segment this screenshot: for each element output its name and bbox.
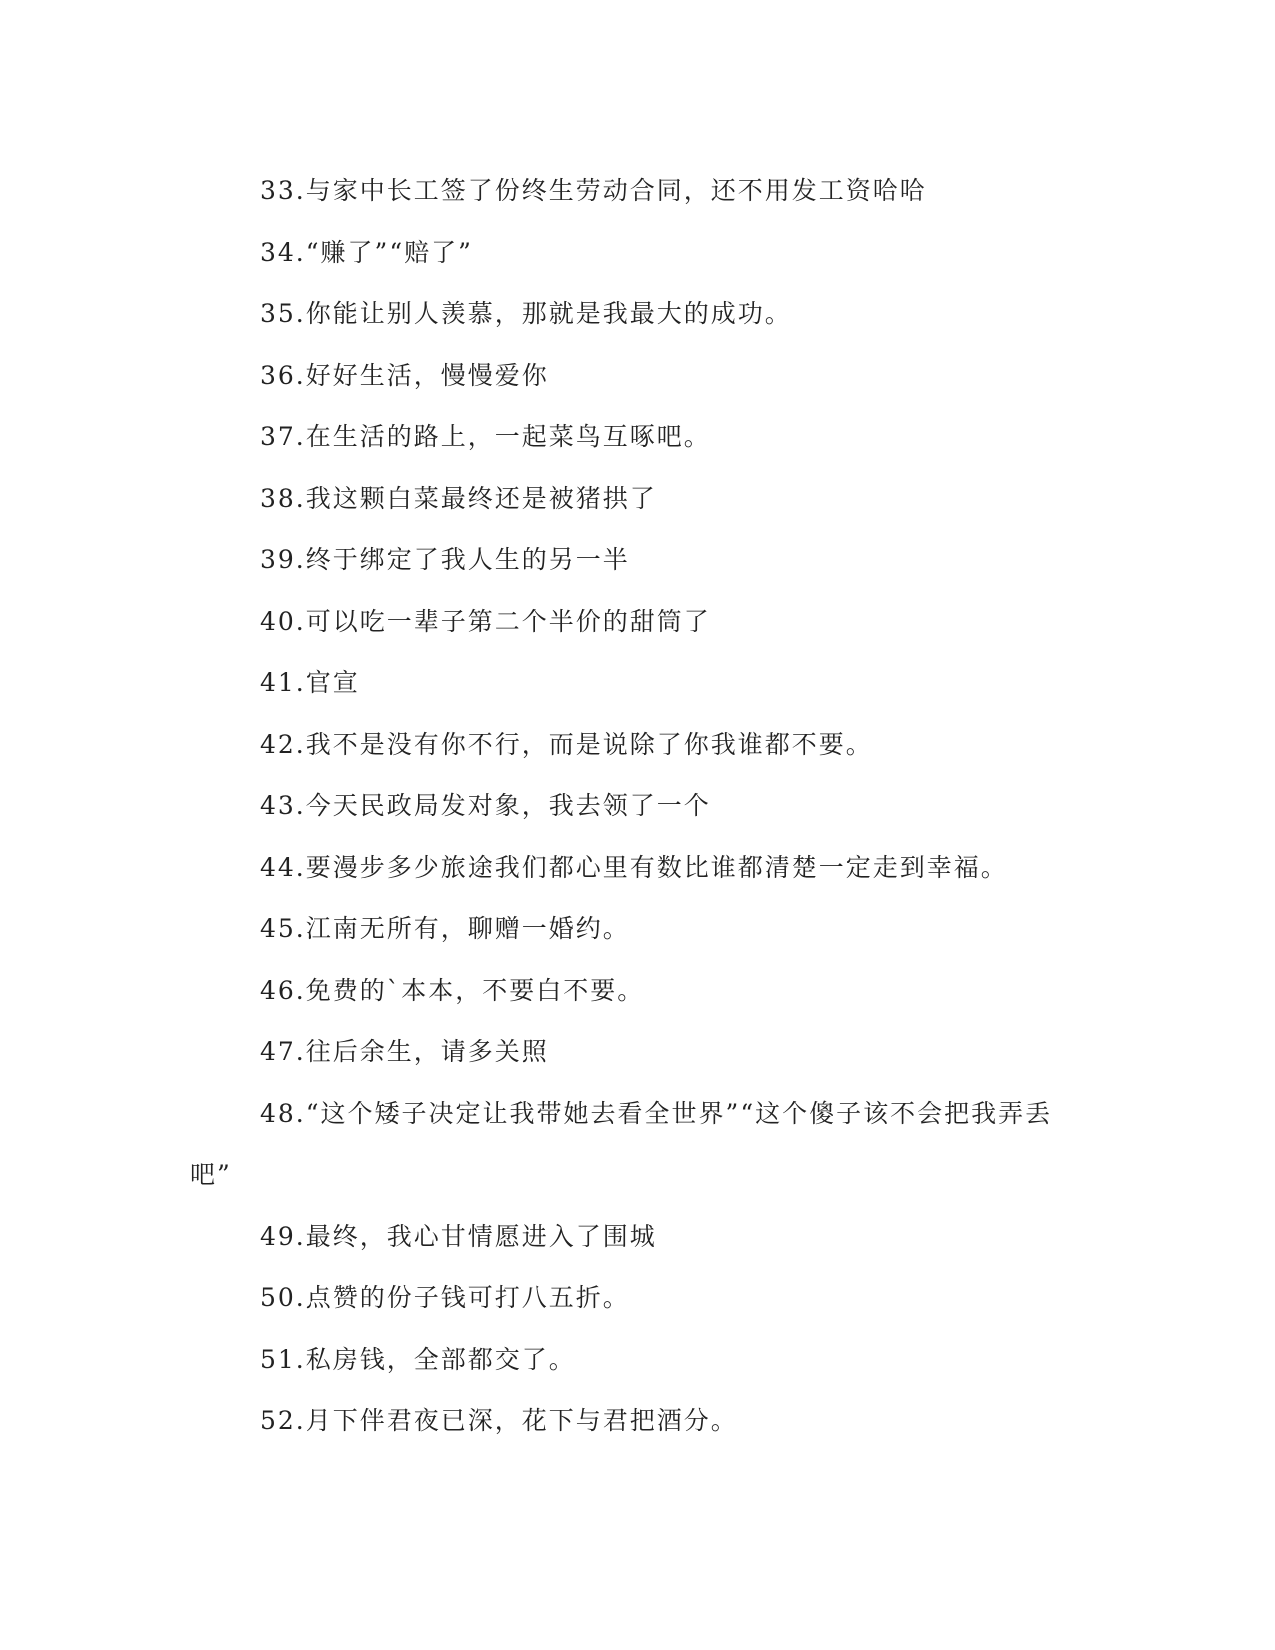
list-item: 43.今天民政局发对象，我去领了一个 — [260, 791, 711, 820]
list-item: 35.你能让别人羡慕，那就是我最大的成功。 — [260, 299, 792, 328]
list-item: 51.私房钱，全部都交了。 — [260, 1344, 576, 1374]
document-body — [190, 160, 1070, 1452]
list-item: 39.终于绑定了我人生的另一半 — [260, 545, 630, 574]
list-item: 34.“赚了”“赔了” — [260, 237, 473, 267]
list-item: 52.月下伴君夜已深，花下与君把酒分。 — [260, 1406, 738, 1435]
list-item: 33.与家中长工签了份终生劳动合同，还不用发工资哈哈 — [260, 176, 927, 205]
list-item: 42.我不是没有你不行，而是说除了你我谁都不要。 — [260, 729, 873, 759]
list-item: 41.官宣 — [260, 668, 360, 697]
list-item: 40.可以吃一辈子第二个半价的甜筒了 — [260, 606, 711, 636]
list-item: 36.好好生活，慢慢爱你 — [260, 360, 549, 390]
list-item: 47.往后余生，请多关照 — [260, 1037, 549, 1066]
list-item: 45.江南无所有，聊赠一婚约。 — [260, 914, 630, 943]
list-item: 46.免费的`本本，不要白不要。 — [260, 975, 645, 1005]
list-item: 37.在生活的路上，一起菜鸟互啄吧。 — [260, 422, 711, 451]
list-item: 48.“这个矮子决定让我带她去看全世界”“这个傻子该不会把我弄丢吧” — [190, 1098, 1053, 1189]
list-item: 38.我这颗白菜最终还是被猪拱了 — [260, 483, 657, 513]
list-item: 49.最终，我心甘情愿进入了围城 — [260, 1221, 657, 1251]
list-item: 44.要漫步多少旅途我们都心里有数比谁都清楚一定走到幸福。 — [260, 852, 1008, 882]
list-item: 50.点赞的份子钱可打八五折。 — [260, 1283, 630, 1312]
